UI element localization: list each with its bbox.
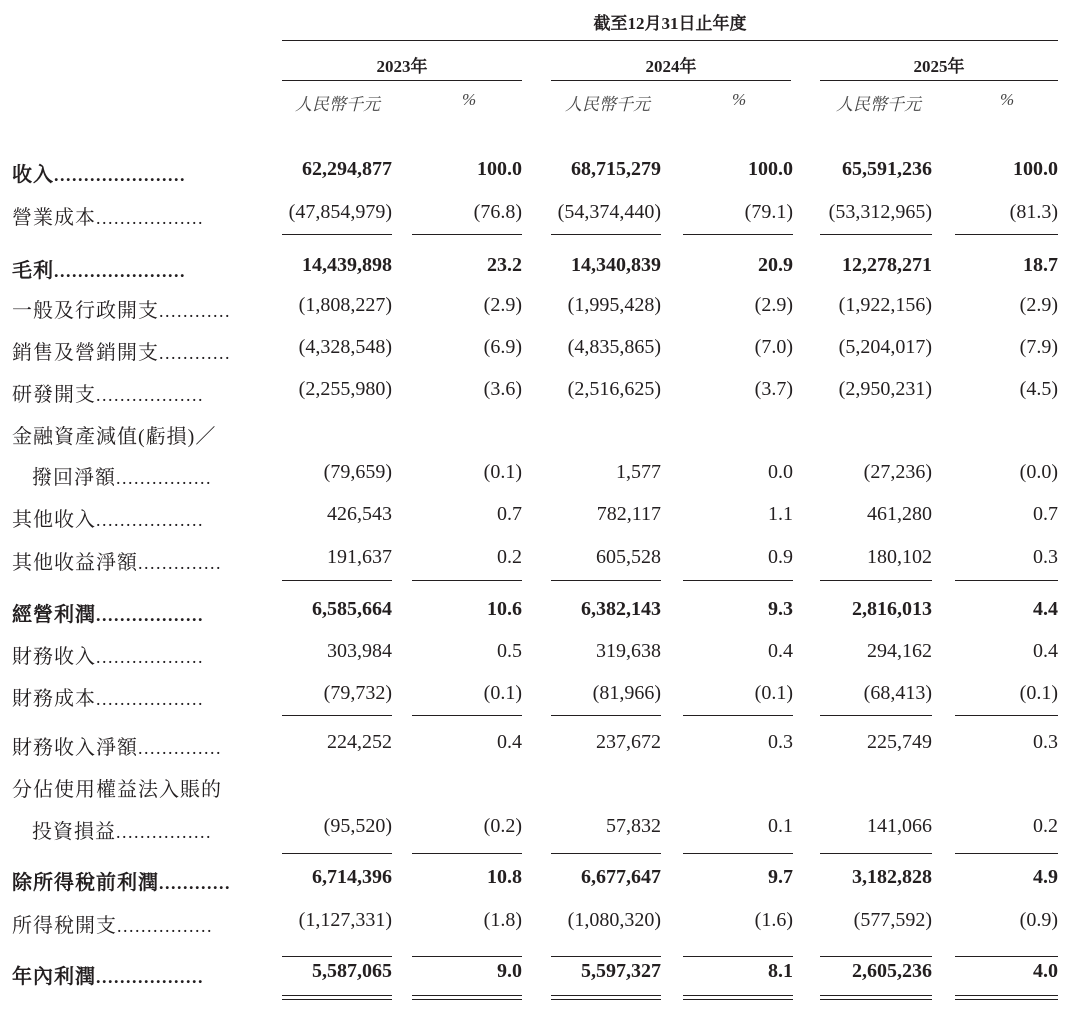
subtotal-rule: [955, 580, 1058, 581]
percent-cell: (7.9): [1019, 336, 1058, 358]
period-rule: [282, 40, 1058, 41]
amount-cell: 6,714,396: [312, 866, 392, 888]
subtotal-rule: [820, 853, 932, 854]
percent-cell: (3.6): [483, 378, 522, 400]
amount-cell: 12,278,271: [842, 254, 932, 276]
row-label: [12, 294, 231, 323]
row-label: [12, 254, 186, 283]
leader-dots: ............: [159, 873, 231, 893]
row-label-text: 財務收入: [12, 646, 96, 668]
subtotal-rule: [282, 853, 392, 854]
subtotal-rule: [412, 853, 522, 854]
subtotal-rule: [551, 956, 661, 957]
amount-cell: 14,439,898: [302, 254, 392, 276]
amount-cell: 5,597,327: [581, 960, 661, 982]
subtotal-rule: [282, 715, 392, 716]
subtotal-rule: [412, 234, 522, 235]
subtotal-rule: [683, 956, 793, 957]
amount-cell: 426,543: [327, 503, 392, 525]
row-label-text: 經營利潤: [12, 604, 96, 626]
percent-cell: 0.2: [497, 546, 522, 568]
leader-dots: ..............: [138, 553, 222, 573]
percent-cell: 4.9: [1033, 866, 1058, 888]
row-label: [12, 420, 216, 449]
subtotal-rule: [820, 956, 932, 957]
amount-cell: (577,592): [853, 909, 932, 931]
percent-cell: 0.2: [1033, 815, 1058, 837]
amount-cell: (68,413): [863, 682, 932, 704]
total-double-rule: [551, 995, 661, 1000]
percent-cell: 4.4: [1033, 598, 1058, 620]
percent-cell: (7.0): [754, 336, 793, 358]
row-label: [12, 503, 204, 532]
unit-amount-2025: 人民幣千元: [836, 95, 921, 114]
row-label: [12, 866, 231, 895]
leader-dots: ..................: [96, 689, 204, 709]
row-label-text: 財務成本: [12, 688, 96, 710]
percent-cell: 0.7: [1033, 503, 1058, 525]
amount-cell: 461,280: [867, 503, 932, 525]
percent-cell: (6.9): [483, 336, 522, 358]
amount-cell: (2,950,231): [838, 378, 932, 400]
percent-cell: 4.0: [1033, 960, 1058, 982]
leader-dots: ..................: [96, 605, 204, 625]
row-label: [12, 598, 204, 627]
row-label: [32, 815, 212, 844]
leader-dots: ..................: [96, 385, 204, 405]
amount-cell: (54,374,440): [557, 201, 661, 223]
amount-cell: (79,732): [323, 682, 392, 704]
subtotal-rule: [551, 853, 661, 854]
amount-cell: (1,922,156): [838, 294, 932, 316]
amount-cell: 6,585,664: [312, 598, 392, 620]
percent-cell: 0.5: [497, 640, 522, 662]
amount-cell: 224,252: [327, 731, 392, 753]
row-label-text: 銷售及營銷開支: [12, 342, 159, 364]
row-label-text: 除所得稅前利潤: [12, 872, 159, 894]
row-label-text: 其他收益淨額: [12, 552, 138, 574]
total-double-rule: [683, 995, 793, 1000]
subtotal-rule: [820, 234, 932, 235]
row-label-text: 營業成本: [12, 207, 96, 229]
row-label-text: 分佔使用權益法入賬的: [12, 779, 222, 801]
amount-cell: (2,516,625): [567, 378, 661, 400]
row-label: [12, 731, 222, 760]
percent-cell: 0.9: [768, 546, 793, 568]
unit-pct-2023: %: [462, 90, 477, 109]
row-label-text: 所得稅開支: [12, 915, 117, 937]
subtotal-rule: [551, 580, 661, 581]
subtotal-rule: [955, 956, 1058, 957]
subtotal-rule: [683, 853, 793, 854]
row-label-text: 研發開支: [12, 384, 96, 406]
subtotal-rule: [282, 956, 392, 957]
subtotal-rule: [683, 580, 793, 581]
leader-dots: ................: [116, 468, 212, 488]
subtotal-rule: [282, 580, 392, 581]
amount-cell: 62,294,877: [302, 158, 392, 180]
leader-dots: ......................: [54, 261, 186, 281]
leader-dots: ......................: [54, 165, 186, 185]
amount-cell: (1,080,320): [567, 909, 661, 931]
subtotal-rule: [551, 234, 661, 235]
percent-cell: 0.3: [1033, 546, 1058, 568]
percent-cell: 10.8: [487, 866, 522, 888]
amount-cell: (27,236): [863, 461, 932, 483]
row-label-text: 其他收入: [12, 509, 96, 531]
amount-cell: 2,605,236: [852, 960, 932, 982]
amount-cell: (1,808,227): [298, 294, 392, 316]
percent-cell: 0.3: [1033, 731, 1058, 753]
percent-cell: (1.6): [754, 909, 793, 931]
percent-cell: 0.4: [497, 731, 522, 753]
year-rule-2025: [820, 80, 1058, 81]
amount-cell: 65,591,236: [842, 158, 932, 180]
amount-cell: 14,340,839: [571, 254, 661, 276]
amount-cell: 3,182,828: [852, 866, 932, 888]
amount-cell: 319,638: [596, 640, 661, 662]
row-label-text: 財務收入淨額: [12, 737, 138, 759]
total-double-rule: [412, 995, 522, 1000]
row-label: [32, 461, 212, 490]
amount-cell: (5,204,017): [838, 336, 932, 358]
amount-cell: 6,677,647: [581, 866, 661, 888]
percent-cell: 9.3: [768, 598, 793, 620]
subtotal-rule: [412, 956, 522, 957]
percent-cell: 18.7: [1023, 254, 1058, 276]
row-label-text: 毛利: [12, 260, 54, 282]
unit-amount-2023: 人民幣千元: [295, 95, 380, 114]
leader-dots: ..................: [96, 208, 204, 228]
percent-cell: 9.7: [768, 866, 793, 888]
period-heading: 截至12月31日止年度: [593, 14, 747, 33]
amount-cell: (79,659): [323, 461, 392, 483]
subtotal-rule: [955, 853, 1058, 854]
amount-cell: (1,995,428): [567, 294, 661, 316]
subtotal-rule: [412, 580, 522, 581]
row-label-text: 一般及行政開支: [12, 300, 159, 322]
row-label: [12, 546, 222, 575]
row-label: [12, 960, 204, 989]
percent-cell: 0.7: [497, 503, 522, 525]
leader-dots: ................: [117, 916, 213, 936]
leader-dots: ..............: [138, 738, 222, 758]
unit-pct-2025: %: [1000, 90, 1015, 109]
subtotal-rule: [683, 715, 793, 716]
amount-cell: 303,984: [327, 640, 392, 662]
leader-dots: ................: [116, 822, 212, 842]
percent-cell: (79.1): [744, 201, 793, 223]
amount-cell: 57,832: [606, 815, 661, 837]
amount-cell: 180,102: [867, 546, 932, 568]
percent-cell: 100.0: [1013, 158, 1058, 180]
percent-cell: (1.8): [483, 909, 522, 931]
amount-cell: 225,749: [867, 731, 932, 753]
amount-cell: (95,520): [323, 815, 392, 837]
unit-pct-2024: %: [732, 90, 747, 109]
percent-cell: (0.2): [483, 815, 522, 837]
amount-cell: 2,816,013: [852, 598, 932, 620]
subtotal-rule: [820, 580, 932, 581]
percent-cell: 0.0: [768, 461, 793, 483]
amount-cell: (53,312,965): [828, 201, 932, 223]
unit-amount-2024: 人民幣千元: [565, 95, 650, 114]
amount-cell: 782,117: [596, 503, 661, 525]
row-label-text: 金融資產減值(虧損)／: [12, 426, 217, 448]
row-label: [12, 158, 186, 187]
row-label: [12, 378, 204, 407]
year-heading-2025: 2025年: [913, 57, 965, 76]
percent-cell: (0.9): [1019, 909, 1058, 931]
subtotal-rule: [683, 234, 793, 235]
subtotal-rule: [412, 715, 522, 716]
row-label-text: 收入: [12, 164, 54, 186]
row-label-text: 撥回淨額: [32, 467, 116, 489]
amount-cell: 294,162: [867, 640, 932, 662]
leader-dots: ............: [159, 301, 231, 321]
percent-cell: (4.5): [1019, 378, 1058, 400]
total-double-rule: [955, 995, 1058, 1000]
total-double-rule: [820, 995, 932, 1000]
year-rule-2024: [551, 80, 791, 81]
row-label: [12, 682, 204, 711]
percent-cell: 0.4: [768, 640, 793, 662]
percent-cell: 23.2: [487, 254, 522, 276]
percent-cell: (3.7): [754, 378, 793, 400]
amount-cell: 141,066: [867, 815, 932, 837]
amount-cell: (4,328,548): [298, 336, 392, 358]
percent-cell: 10.6: [487, 598, 522, 620]
leader-dots: ............: [159, 343, 231, 363]
percent-cell: 1.1: [768, 503, 793, 525]
subtotal-rule: [551, 715, 661, 716]
leader-dots: ..................: [96, 510, 204, 530]
percent-cell: 0.1: [768, 815, 793, 837]
leader-dots: ..................: [96, 647, 204, 667]
percent-cell: 9.0: [497, 960, 522, 982]
percent-cell: 8.1: [768, 960, 793, 982]
percent-cell: (2.9): [754, 294, 793, 316]
percent-cell: (81.3): [1009, 201, 1058, 223]
leader-dots: ..................: [96, 967, 204, 987]
subtotal-rule: [955, 715, 1058, 716]
amount-cell: 68,715,279: [571, 158, 661, 180]
amount-cell: (81,966): [592, 682, 661, 704]
row-label: [12, 773, 222, 802]
percent-cell: (0.1): [483, 461, 522, 483]
row-label: [12, 640, 204, 669]
amount-cell: (2,255,980): [298, 378, 392, 400]
percent-cell: 100.0: [477, 158, 522, 180]
row-label-text: 年內利潤: [12, 966, 96, 988]
percent-cell: (0.0): [1019, 461, 1058, 483]
row-label: [12, 909, 213, 938]
percent-cell: (2.9): [1019, 294, 1058, 316]
total-double-rule: [282, 995, 392, 1000]
amount-cell: (47,854,979): [288, 201, 392, 223]
amount-cell: 237,672: [596, 731, 661, 753]
percent-cell: (76.8): [473, 201, 522, 223]
row-label: [12, 336, 231, 365]
year-heading-2023: 2023年: [376, 57, 428, 76]
amount-cell: 191,637: [327, 546, 392, 568]
year-rule-2023: [282, 80, 522, 81]
amount-cell: 5,587,065: [312, 960, 392, 982]
percent-cell: (0.1): [483, 682, 522, 704]
amount-cell: 6,382,143: [581, 598, 661, 620]
subtotal-rule: [820, 715, 932, 716]
percent-cell: (0.1): [754, 682, 793, 704]
subtotal-rule: [282, 234, 392, 235]
amount-cell: 1,577: [616, 461, 661, 483]
row-label: [12, 201, 204, 230]
percent-cell: 100.0: [748, 158, 793, 180]
subtotal-rule: [955, 234, 1058, 235]
percent-cell: 20.9: [758, 254, 793, 276]
row-label-text: 投資損益: [32, 821, 116, 843]
percent-cell: (2.9): [483, 294, 522, 316]
year-heading-2024: 2024年: [645, 57, 697, 76]
percent-cell: 0.4: [1033, 640, 1058, 662]
percent-cell: (0.1): [1019, 682, 1058, 704]
amount-cell: (1,127,331): [298, 909, 392, 931]
percent-cell: 0.3: [768, 731, 793, 753]
amount-cell: (4,835,865): [567, 336, 661, 358]
amount-cell: 605,528: [596, 546, 661, 568]
